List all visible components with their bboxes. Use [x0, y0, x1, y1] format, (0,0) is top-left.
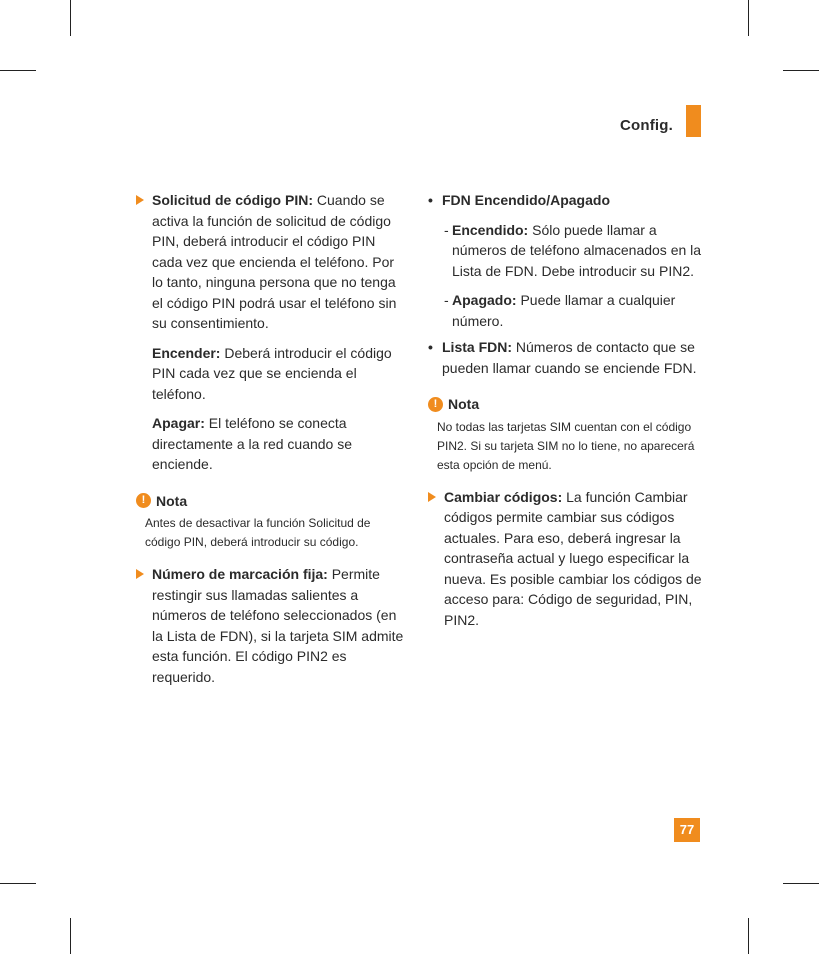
crop-mark [783, 70, 819, 71]
crop-mark [0, 883, 36, 884]
change-codes-text: La función Cambiar códigos permite cambiar sus códigos actuales. Para eso, deberá ingresar la contraseña actual y luego especificar la nueva. Es posible cambiar los códigos de acceso para: Código de seguridad, PIN, PIN2. [444, 488, 702, 628]
note-title: Nota [448, 396, 480, 412]
bullet-icon: • [428, 339, 433, 355]
crop-mark [748, 918, 749, 954]
pin-off-item [136, 413, 408, 475]
pin-on-label: Encender: [152, 344, 221, 361]
fixed-dial-text: Permite restingir sus llamadas salientes a números de teléfono seleccionados (en la Lista de FDN), si la tarjeta SIM admite esta función. El código PIN2 es requerido. [152, 566, 404, 685]
exclamation-icon: ! [428, 397, 443, 412]
change-codes-item [428, 487, 704, 631]
change-codes-label: Cambiar códigos: [444, 488, 563, 505]
note-text: Antes de desactivar la función Solicitud de código PIN, deberá introducir su código. [145, 516, 371, 549]
crop-mark [70, 0, 71, 36]
pin-off-label: Apagar: [152, 415, 205, 431]
pin-on-text: Deberá introducir el código PIN cada vez que se encienda el teléfono. [152, 344, 392, 402]
exclamation-icon: ! [136, 493, 151, 508]
note-box [136, 491, 408, 553]
fdn-list-label: Lista FDN: [442, 339, 512, 355]
crop-mark [783, 883, 819, 884]
fdn-on-text: Sólo puede llamar a números de teléfono almacenados en la Lista de FDN. Debe introducir su PIN2. [452, 221, 702, 279]
left-column [136, 190, 408, 687]
fdn-list-text: Números de contacto que se pueden llamar cuando se enciende FDN. [442, 339, 697, 376]
fdn-on-item [428, 220, 704, 282]
page-number: 77 [674, 818, 700, 842]
note-title: Nota [156, 492, 188, 509]
fixed-dial-item [136, 564, 408, 687]
section-title: Config. [619, 117, 673, 134]
note-box [428, 394, 704, 475]
fdn-off-item [428, 290, 704, 331]
fdn-toggle-label: FDN Encendido/Apagado [442, 192, 610, 208]
pin-off-text: El teléfono se conecta directamente a la red cuando se enciende. [152, 415, 353, 472]
dash-marker: - [444, 292, 449, 308]
fdn-list-item [428, 337, 704, 378]
fdn-on-label: Encendido: [452, 221, 529, 238]
triangle-arrow-icon [428, 492, 436, 502]
pin-request-label: Solicitud de código PIN: [152, 192, 313, 208]
pin-request-text: Cuando se activa la función de solicitud de código PIN, deberá introducir el código PIN cada vez que encienda el teléfono. Por lo tanto, ninguna persona que no tenga el código PIN podrá usar el teléfono sin su consentimiento. [152, 192, 397, 331]
triangle-arrow-icon [136, 195, 144, 205]
fixed-dial-label: Número de marcación fija: [152, 566, 328, 582]
pin-request-item [136, 190, 408, 334]
triangle-arrow-icon [136, 569, 144, 579]
pin-on-item [136, 343, 408, 405]
fdn-off-label: Apagado: [452, 292, 517, 308]
dash-marker: - [444, 221, 449, 238]
note-text: No todas las tarjetas SIM cuentan con el código PIN2. Si su tarjeta SIM no lo tiene, no aparecerá esta opción de menú. [437, 419, 695, 472]
crop-mark [70, 918, 71, 954]
bullet-icon: • [428, 192, 433, 208]
right-column [428, 190, 704, 630]
fdn-off-text: Puede llamar a cualquier número. [452, 292, 676, 329]
crop-mark [0, 70, 36, 71]
crop-mark [748, 0, 749, 36]
fdn-toggle-item [428, 190, 704, 211]
section-tab [686, 105, 701, 137]
